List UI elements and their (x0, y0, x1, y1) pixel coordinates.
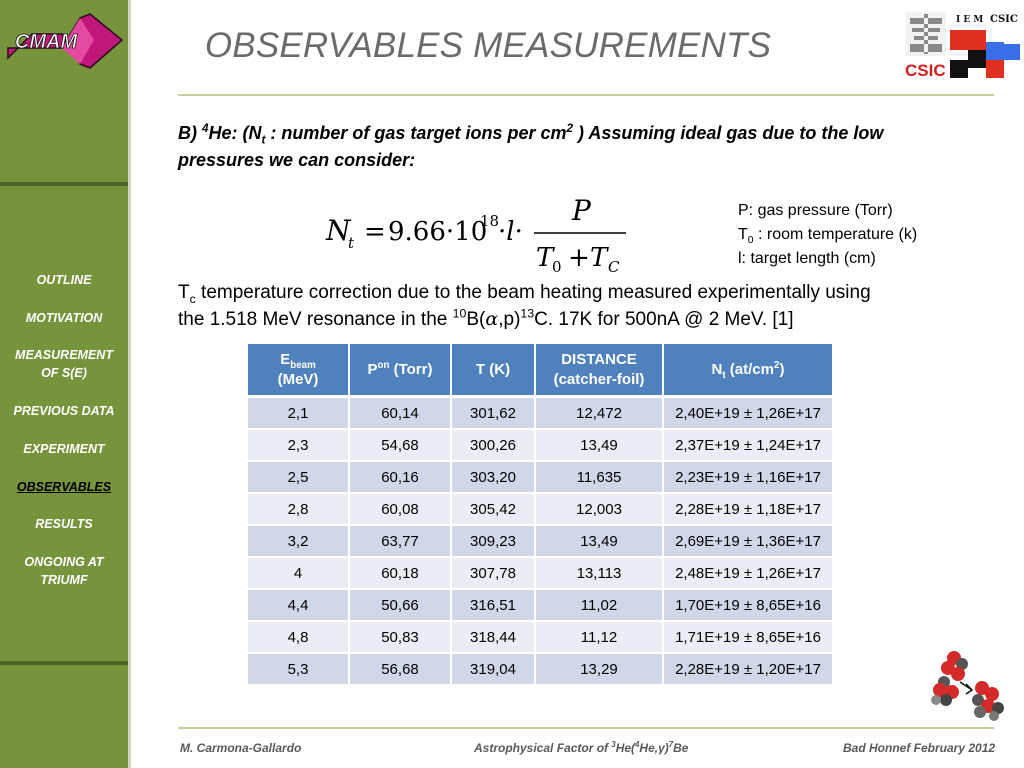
svg-text:CSIC: CSIC (905, 61, 946, 80)
nav-item-ongoing-triumf[interactable]: ONGOING AT TRIUMF (24, 555, 104, 587)
table-cell: 2,28E+19 ± 1,18E+17 (663, 493, 832, 525)
table-cell: 2,28E+19 ± 1,20E+17 (663, 653, 832, 685)
table-cell: 11,635 (535, 461, 663, 493)
svg-text:CSIC: CSIC (990, 14, 1018, 25)
footer-talk-title: Astrophysical Factor of $^3He(^4He,\gamma)^7Be$ (474, 740, 689, 755)
table-cell: 2,3 (248, 429, 349, 461)
svg-text:·l·: ·l· (498, 217, 523, 247)
table-cell: 11,02 (535, 589, 663, 621)
table-cell: 13,49 (535, 429, 663, 461)
table-row (248, 493, 832, 525)
col-header-nt: $N_t$ $(at/cm^2)$ (663, 344, 832, 397)
molecule-icon (924, 646, 1008, 724)
table-cell: 2,8 (248, 493, 349, 525)
table-cell: 5,3 (248, 653, 349, 685)
svg-text:I E M: I E M (956, 15, 984, 25)
sidebar-edge (128, 0, 131, 768)
table-cell: 2,48E+19 ± 1,26E+17 (663, 557, 832, 589)
svg-text:0: 0 (552, 258, 562, 276)
table-cell: 318,44 (451, 621, 535, 653)
table-cell: 2,37E+19 ± 1,24E+17 (663, 429, 832, 461)
table-cell: 4,8 (248, 621, 349, 653)
page-title: OBSERVABLES MEASUREMENTS (204, 26, 772, 65)
table-cell: 4 (248, 557, 349, 589)
table-cell: 54,68 (349, 429, 451, 461)
header-rule (178, 94, 994, 96)
table-cell: 1,70E+19 ± 8,65E+16 (663, 589, 832, 621)
svg-text:C: C (608, 258, 620, 276)
svg-text:9.66·10: 9.66·10 (388, 217, 488, 247)
table-cell: 60,18 (349, 557, 451, 589)
sidebar (0, 0, 128, 768)
table-cell: 2,23E+19 ± 1,16E+17 (663, 461, 832, 493)
table-cell: 50,66 (349, 589, 451, 621)
table-cell: 1,71E+19 ± 8,65E+16 (663, 621, 832, 653)
table-cell: 303,20 (451, 461, 535, 493)
table-cell: 60,14 (349, 397, 451, 430)
svg-text:T: T (590, 243, 608, 273)
table-row (248, 429, 832, 461)
target-density-formula (320, 192, 640, 276)
table-cell: 300,26 (451, 429, 535, 461)
nav-item-motivation[interactable]: MOTIVATION (25, 311, 103, 325)
table-cell: 60,08 (349, 493, 451, 525)
svg-text:P: P (572, 194, 591, 227)
svg-text:T: T (536, 243, 554, 273)
table-cell: 307,78 (451, 557, 535, 589)
table-cell: 2,69E+19 ± 1,36E+17 (663, 525, 832, 557)
table-cell: 56,68 (349, 653, 451, 685)
col-header-temperature: T (K) (451, 344, 535, 397)
svg-text:=: = (364, 217, 386, 247)
footer-event-date: Bad Honnef February 2012 (843, 741, 996, 755)
table-cell: 11,12 (535, 621, 663, 653)
table-cell: 12,003 (535, 493, 663, 525)
table-cell: 13,113 (535, 557, 663, 589)
nav-item-outline[interactable]: OUTLINE (36, 273, 92, 287)
nav-item-experiment[interactable]: EXPERIMENT (23, 442, 105, 456)
section-heading: B) $^4$He: ($N_t$ : number of gas target ions per $cm^2$ ) Assuming ideal gas due to the low pressures we can consider: (178, 122, 884, 170)
table-row (248, 525, 832, 557)
table-cell: 2,1 (248, 397, 349, 430)
table-cell: 301,62 (451, 397, 535, 430)
legend-temperature: $T_0$ : room temperature (k) (738, 226, 918, 247)
table-cell: 3,2 (248, 525, 349, 557)
table-cell: 4,4 (248, 589, 349, 621)
sidebar-divider (0, 182, 128, 186)
legend-pressure: P: gas pressure (Torr) (738, 202, 893, 219)
legend-length: l: target length (cm) (738, 250, 876, 267)
svg-text:N: N (326, 214, 351, 247)
col-header-ebeam: $E_{beam}$ (MeV) (248, 344, 349, 397)
table-cell: 305,42 (451, 493, 535, 525)
footer-author: M. Carmona-Gallardo (180, 741, 302, 755)
footer-rule (178, 727, 994, 729)
col-header-distance: DISTANCE (catcher-foil) (535, 344, 663, 397)
table-cell: 2,5 (248, 461, 349, 493)
table-cell: 60,16 (349, 461, 451, 493)
table-cell: 63,77 (349, 525, 451, 557)
sidebar-divider (0, 661, 128, 665)
svg-text:CMAM: CMAM (14, 31, 78, 53)
table-cell: 13,29 (535, 653, 663, 685)
table-header-row (248, 344, 832, 397)
table-cell: 12,472 (535, 397, 663, 430)
col-header-pressure: $P^{on}$ (Torr) (349, 344, 451, 397)
table-row (248, 653, 832, 685)
svg-text:t: t (348, 234, 355, 252)
table-cell: 309,23 (451, 525, 535, 557)
nav-item-measurement[interactable]: MEASUREMENT OF S(E) (15, 348, 113, 380)
table-cell: 13,49 (535, 525, 663, 557)
table-row (248, 589, 832, 621)
table-row (248, 621, 832, 653)
svg-text:+: + (568, 243, 590, 273)
table-cell: 50,83 (349, 621, 451, 653)
table-cell: 2,40E+19 ± 1,26E+17 (663, 397, 832, 430)
nav-item-results[interactable]: RESULTS (35, 517, 93, 531)
formula-legend (738, 199, 917, 271)
cmam-logo (2, 8, 126, 72)
nav-item-observables[interactable]: OBSERVABLES (16, 480, 112, 494)
svg-text:18: 18 (480, 212, 500, 230)
table-cell: 316,51 (451, 589, 535, 621)
csic-iem-logo (902, 8, 1022, 84)
table-row (248, 557, 832, 589)
measurements-table (248, 344, 832, 686)
temperature-correction-text: $T_c$ temperature correction due to the beam heating measured experimentally using the 1.518 MeV resonance in the $^{10}B(\alpha,p)^{13}C$. 17K for 500nA @ 2 MeV. [1] (178, 282, 871, 330)
table-row (248, 461, 832, 493)
table-row (248, 397, 832, 430)
nav-item-previous-data[interactable]: PREVIOUS DATA (13, 404, 115, 418)
table-cell: 319,04 (451, 653, 535, 685)
